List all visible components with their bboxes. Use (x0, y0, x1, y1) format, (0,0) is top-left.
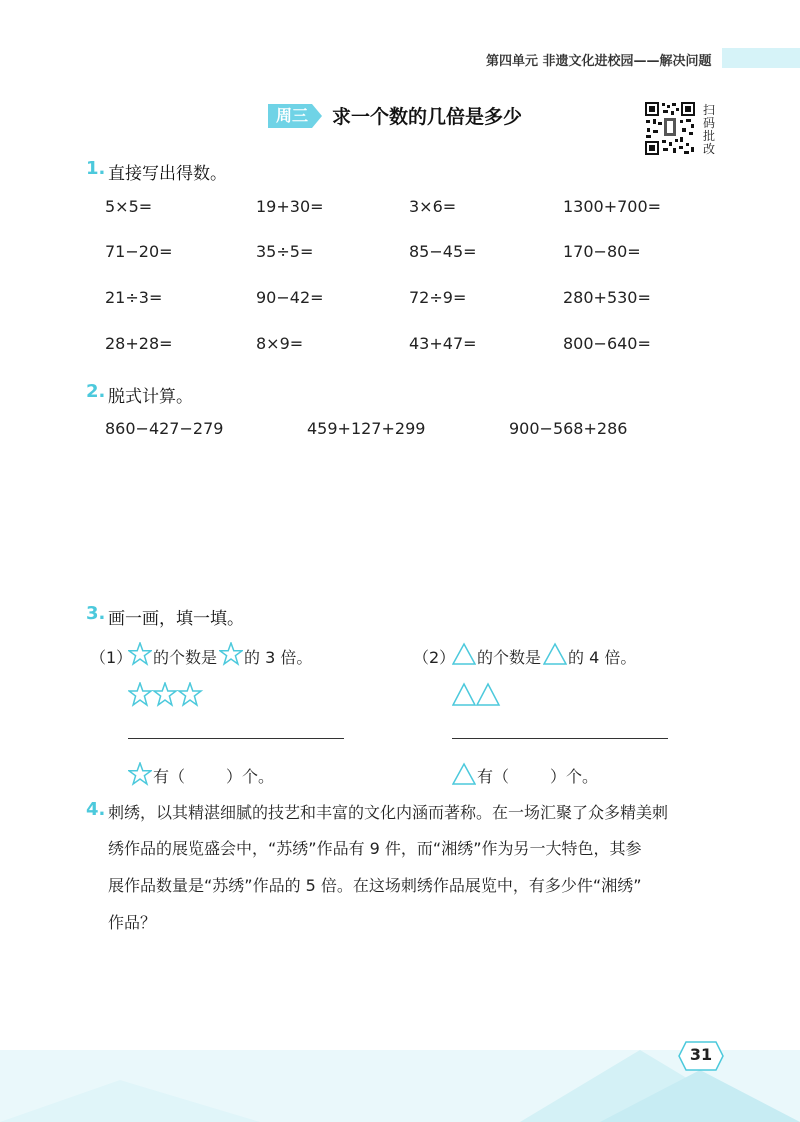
triangle-icon (452, 642, 476, 666)
q3-part2-text-a: 的个数是 (477, 648, 542, 667)
q1-expression: 8×9= (256, 334, 304, 353)
scan-char: 批 (702, 129, 715, 143)
page-number: 31 (689, 1045, 713, 1064)
q1-expression: 28+28= (105, 334, 173, 353)
day-badge: 周三 (275, 106, 308, 125)
q3-part1-text-a: 的个数是 (153, 648, 218, 667)
q3-number: 3. (86, 603, 106, 624)
q3-part1-answer-blank[interactable] (186, 762, 224, 784)
unit-title: 第四单元 非遗文化进校园——解决问题 (486, 54, 712, 69)
triangle-icon (543, 642, 567, 666)
q2-expression: 900−568+286 (509, 419, 628, 438)
star-icon (128, 762, 152, 786)
q3-part1-answer-b: ）个。 (226, 767, 275, 786)
qr-code-icon[interactable] (644, 101, 696, 156)
q3-part1-text-b: 的 3 倍。 (244, 648, 313, 667)
q3-part1-label: （1） (90, 648, 133, 667)
q4-line: 刺绣，以其精湛细腻的技艺和丰富的文化内涵而著称。在一场汇聚了众多精美刺 (108, 803, 669, 822)
q1-expression: 170−80= (563, 242, 641, 261)
q1-expression: 19+30= (256, 197, 324, 216)
given-stars-group (128, 682, 204, 708)
q1-expression: 35÷5= (256, 242, 314, 261)
q1-expression: 21÷3= (105, 288, 163, 307)
q4-line: 绣作品的展览盛会中，“苏绣”作品有 9 件，而“湘绣”作为另一大特色，其参 (108, 839, 642, 858)
lesson-title: 求一个数的几倍是多少 (332, 106, 523, 128)
triangle-icon (453, 684, 475, 705)
q3-part2-answer-blank[interactable] (510, 762, 548, 784)
q1-expression: 3×6= (409, 197, 457, 216)
star-icon (154, 683, 176, 705)
q1-expression: 72÷9= (409, 288, 467, 307)
q1-expression: 800−640= (563, 334, 651, 353)
star-icon (219, 642, 243, 666)
q3-part2-label: （2） (413, 648, 456, 667)
header-accent-bar (722, 48, 800, 68)
q3-part2-answer-a: 有（ (477, 767, 510, 786)
star-icon (129, 683, 151, 705)
q1-number: 1. (86, 158, 106, 179)
q3-part2-text-b: 的 4 倍。 (568, 648, 637, 667)
q2-number: 2. (86, 381, 106, 402)
q1-expression: 43+47= (409, 334, 477, 353)
scan-char: 改 (702, 142, 715, 156)
q1-expression: 85−45= (409, 242, 477, 261)
q4-number: 4. (86, 799, 106, 820)
scan-char: 码 (702, 116, 715, 130)
scan-to-grade-label (700, 104, 718, 156)
q3-part2-drawing-line[interactable] (452, 738, 668, 739)
q1-expression: 90−42= (256, 288, 324, 307)
q3-part1-drawing-line[interactable] (128, 738, 344, 739)
q1-expression: 5×5= (105, 197, 153, 216)
q3-title: 画一画，填一填。 (108, 609, 244, 629)
triangle-icon (452, 762, 476, 786)
q1-expression: 280+530= (563, 288, 651, 307)
star-icon (179, 683, 201, 705)
star-icon (128, 642, 152, 666)
q2-expression: 459+127+299 (307, 419, 426, 438)
q3-part1-answer-a: 有（ (153, 767, 186, 786)
scan-char: 扫 (702, 103, 715, 117)
q2-title: 脱式计算。 (108, 387, 193, 407)
q4-line: 作品？ (108, 913, 157, 932)
given-triangles-group (452, 682, 502, 708)
q1-title: 直接写出得数。 (108, 164, 227, 184)
triangle-icon (477, 684, 499, 705)
q3-part2-answer-b: ）个。 (550, 767, 599, 786)
q4-line: 展作品数量是“苏绣”作品的 5 倍。在这场刺绣作品展览中，有多少件“湘绣” (108, 876, 642, 895)
q1-expression: 71−20= (105, 242, 173, 261)
q2-expression: 860−427−279 (105, 419, 224, 438)
q1-expression: 1300+700= (563, 197, 662, 216)
